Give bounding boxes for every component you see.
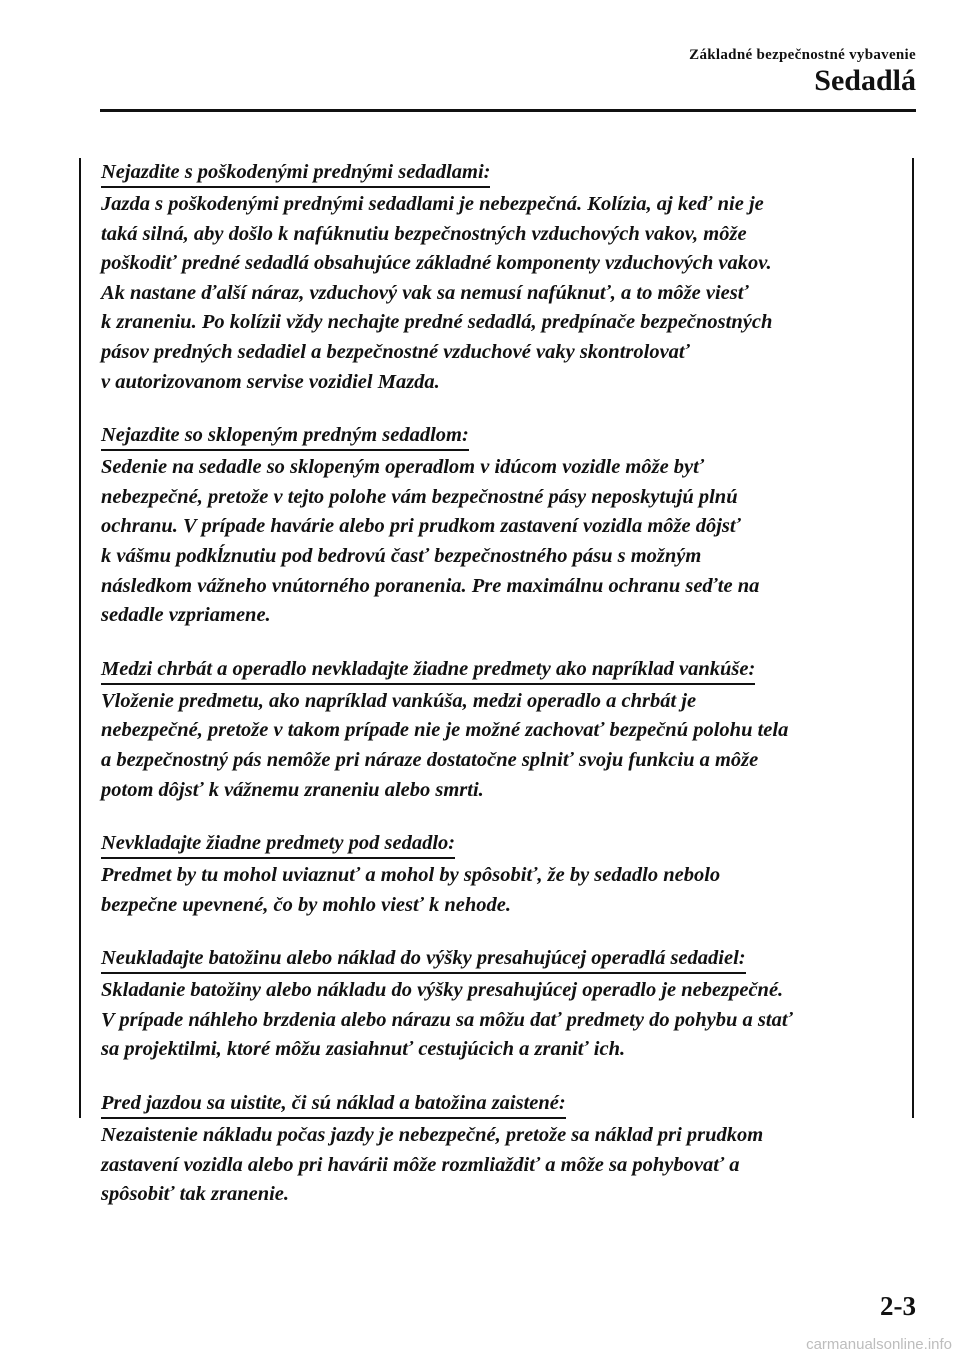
warning-body-line: Sedenie na sedadle so sklopeným operadlom v idúcom vozidle môže byť (101, 456, 705, 479)
warning-heading: Pred jazdou sa uistite, či sú náklad a batožina zaistené: (101, 1091, 566, 1119)
warning-body-line: V prípade náhleho brzdenia alebo nárazu sa môžu dať predmety do pohybu a stať (101, 1008, 793, 1031)
warning-body-line: k vášmu podkĺznutiu pod bedrovú časť bezpečnostného pásu s možným (101, 544, 702, 567)
warning-body-line: zastavení vozidla alebo pri havárii môže rozmliaždiť a môže sa pohybovať a (101, 1153, 740, 1176)
warning-section (101, 423, 901, 631)
warning-body-line: Ak nastane ďalší náraz, vzduchový vak sa nemusí nafúknuť, a to môže viesť (101, 281, 749, 304)
chapter-subtitle: Základné bezpečnostné vybavenie (689, 47, 916, 63)
warning-body-line: pásov predných sedadiel a bezpečnostné vzduchové vaky skontrolovať (101, 340, 690, 363)
warning-heading: Medzi chrbát a operadlo nevkladajte žiadne predmety ako napríklad vankúše: (101, 657, 755, 685)
warning-section (101, 657, 901, 805)
warning-section (101, 1091, 901, 1210)
warning-heading: Nevkladajte žiadne predmety pod sedadlo: (101, 831, 455, 859)
warning-body-line: Skladanie batožiny alebo nákladu do výšky presahujúcej operadlo je nebezpečné. (101, 979, 784, 1002)
warning-body-line: následkom vážneho vnútorného poranenia. Pre maximálnu ochranu seďte na (101, 574, 760, 597)
warning-body-line: sedadle vzpriamene. (101, 604, 271, 627)
warning-body-line: nebezpečné, pretože v tejto polohe vám bezpečnostné pásy neposkytujú plnú (101, 485, 738, 508)
warning-body-line: Nezaistenie nákladu počas jazdy je nebezpečné, pretože sa náklad pri prudkom (101, 1124, 764, 1147)
warning-body (101, 190, 901, 397)
warning-body (101, 976, 901, 1065)
warning-heading: Neukladajte batožinu alebo náklad do výšky presahujúcej operadlá sedadiel: (101, 946, 746, 974)
warning-body (101, 1121, 901, 1210)
warning-section (101, 160, 901, 397)
warning-body-line: poškodiť predné sedadlá obsahujúce základné komponenty vzduchových vakov. (101, 252, 772, 275)
warning-body (101, 453, 901, 631)
warning-body-line: Vloženie predmetu, ako napríklad vankúša, medzi operadlo a chrbát je (101, 689, 697, 712)
header-divider (100, 109, 916, 112)
warning-body-line: k zraneniu. Po kolízii vždy nechajte predné sedadlá, predpínače bezpečnostných (101, 311, 773, 334)
warning-body-line: spôsobiť tak zranenie. (101, 1183, 290, 1206)
warning-box-left-border (79, 158, 81, 1118)
warning-body-line: nebezpečné, pretože v takom prípade nie je možné zachovať bezpečnú polohu tela (101, 719, 789, 742)
warning-section (101, 946, 901, 1065)
page-title: Sedadlá (814, 64, 916, 97)
warning-body (101, 687, 901, 805)
warning-body-line: Jazda s poškodenými prednými sedadlami je nebezpečná. Kolízia, aj keď nie je (101, 193, 764, 215)
warning-body-line: Predmet by tu mohol uviaznuť a mohol by spôsobiť, že by sedadlo nebolo (101, 864, 721, 887)
warning-section (101, 831, 901, 920)
warning-body-line: sa projektilmi, ktoré môžu zasiahnuť cestujúcich a zraniť ich. (101, 1038, 626, 1061)
warning-content (101, 160, 901, 1236)
warning-body-line: potom dôjsť k vážnemu zraneniu alebo smrti. (101, 778, 484, 801)
warning-body-line: bezpečne upevnené, čo by mohlo viesť k nehode. (101, 893, 511, 916)
warning-body-line: a bezpečnostný pás nemôže pri náraze dostatočne splniť svoju funkciu a môže (101, 748, 759, 771)
page-header (0, 0, 960, 112)
warning-heading: Nejazdite so sklopeným predným sedadlom: (101, 423, 469, 451)
page-number: 2-3 (880, 1291, 916, 1321)
warning-body-line: v autorizovanom servise vozidiel Mazda. (101, 370, 440, 393)
warning-body-line: taká silná, aby došlo k nafúknutiu bezpečnostných vzduchových vakov, môže (101, 222, 747, 245)
watermark-link[interactable]: carmanualsonline.info (806, 1336, 952, 1353)
warning-heading: Nejazdite s poškodenými prednými sedadlami: (101, 160, 490, 188)
warning-body-line: ochranu. V prípade havárie alebo pri prudkom zastavení vozidla môže dôjsť (101, 515, 741, 538)
warning-box-right-border (912, 158, 914, 1118)
warning-body (101, 861, 901, 920)
